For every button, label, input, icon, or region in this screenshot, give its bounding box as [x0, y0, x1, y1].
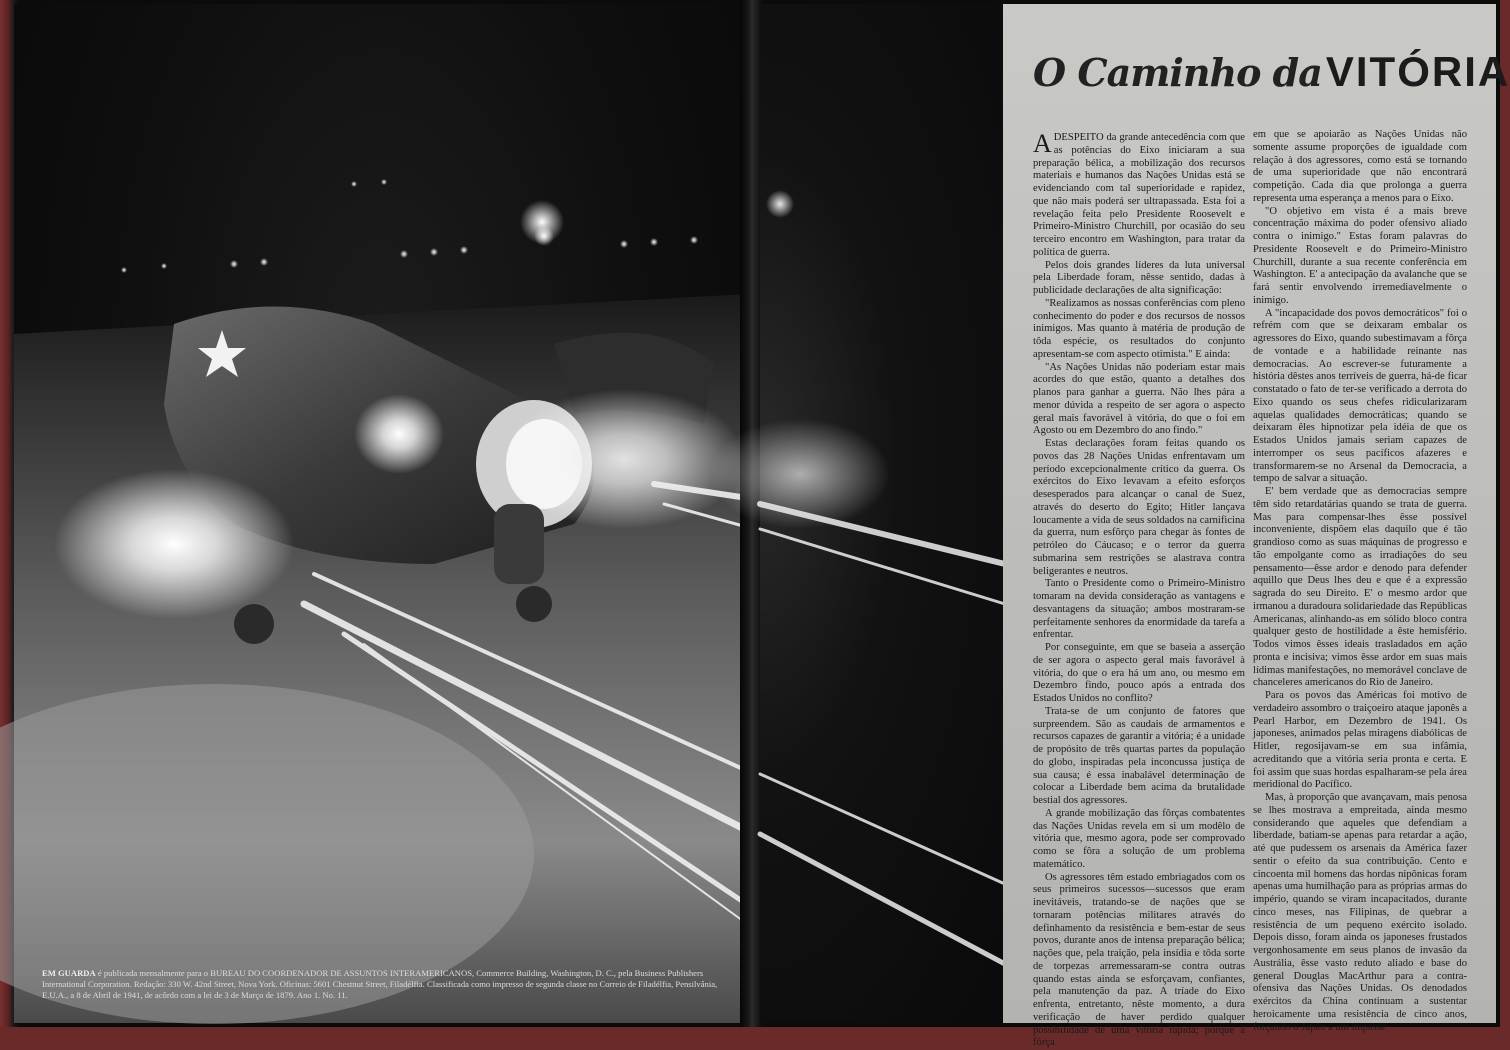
caption-lead: EM GUARDA [42, 968, 96, 978]
paragraph: E' bem verdade que as democracias sempre têm sido retardatárias quando se trata de guerra. Mas para compensar-lhes êsse possível inconveniente, dispõem elas daquilo que é tão grandioso como as suas máquinas de progresso e tão empolgante como as irradiações do seu pensamento—êsse ardor e denodo para defender aquillo que Deus lhes deu e que é a expressão sagrada do seu Direito. E' o mesmo ardor que irmanou a duradoura solidariedade das Repúblicas Americanas, alinhando-as em sólido bloco contra qualquer gesto de hostilidade a êste hemisfério. Todos vimos êsses ideais trasladados em ação pronta e incisiva; vimos êsse ardor em suas mais lídimas manifestações, no memorável conclave de chanceleres americanos do Rio de Janeiro. [1253, 486, 1467, 690]
drop-cap: A [1033, 134, 1052, 154]
paragraph: Para os povos das Américas foi motivo de verdadeiro assombro o traiçoeiro ataque japonês a Pearl Harbor, em Dezembro de 1941. Os japoneses, animados pelas miragens diabólicas de Hitler, regosijavam-se em sua infâmia, acreditando que a vitória seria pronta e certa. E foi assim que suas hordas espalharam-se pela área meridional do Pacífico. [1253, 690, 1467, 792]
paragraph: "As Nações Unidas não poderiam estar mais acordes do que estão, quanto a detalhes dos planos para ganhar a guerra. Não lhes pára a menor dúvida a respeito de ser agora o aspecto geral mais favorável à vitória, do que o foi em Agosto ou em Dezembro do ano findo." [1033, 362, 1245, 439]
paragraph: ADESPEITO da grande antecedência com que as potências do Eixo iniciaram a sua preparação bélica, a mobilização dos recursos materiais e humanos das Nações Unidas está se evidenciando com tal superioridade e rapidez, que não mais poderá ser ultrapassada. Esta foi a revelação feita pelo Presidente Roosevelt e Primeiro-Ministro Churchill, por ocasião do seu terceiro encontro em Washington, para tratar da política de guerra. [1033, 132, 1245, 260]
paragraph: Por conseguinte, em que se baseia a asserção de ser agora o aspecto geral mais favorável à vitória, do que o era há um ano, ou mesmo em Dezembro findo, pouco após a entrada dos Estados Unidos no conflito? [1033, 642, 1245, 706]
night-airplane-photo [14, 4, 749, 1023]
article-title [1033, 48, 1473, 108]
article-column-left [1033, 132, 1245, 1002]
paragraph: Os agressores têm estado embriagados com os seus primeiros sucessos—sucessos que eram inevitáveis, tratando-se de nações que se tornaram potências militares através do definhamento da resistência e bem-estar de seus povos, durante anos de intensa preparação bélica; nações que, pela traição, pela insídia e tôda sorte de torpezas arremessaram-se contra outras quando estas ainda se esforçavam, confiantes, pela manutenção da paz. A tríade do Eixo enfrenta, entretanto, nêste momento, a dura verificação de haver perdido qualquer possibilidade de uma vitória rápida; porque a fôrça [1033, 872, 1245, 1050]
paragraph: Tanto o Presidente como o Primeiro-Ministro tomaram na devida consideração as vantagens e desvantagens da situação; ambos mostraram-se perfeitamente senhores da enormidade da tarefa a enfrentar. [1033, 578, 1245, 642]
paragraph: Trata-se de um conjunto de fatores que surpreendem. São as caudais de armamentos e recursos capazes de garantir a vitória; é a unidade de propósito de três quartas partes da população do globo, inspiradas pela inconcussa justiça de sua causa; é essa inabalável determinação de colocar a Liberdade bem acima da brutalidade bestial dos agressores. [1033, 706, 1245, 808]
article-column-right [1253, 129, 1467, 979]
paragraph: Pelos dois grandes líderes da luta universal pela Liberdade foram, nêsse sentido, dadas à publicidade declarações de alta significação: [1033, 260, 1245, 298]
caption-body: é publicada mensalmente para o BUREAU DO COORDENADOR DE ASSUNTOS INTERAMERICANOS, Commerce Building, Washington, D. C., pela Business Publishers International Corporation. Redação: 330 W. 42nd Street, Nova York. Oficinas: 5601 Chestnut Street, Filadélfia. Classificada como impresso de segunda classe no Correio de Filadélfia, Pensilvânia, E.U.A., a 8 de Abril de 1941, de acôrdo com a lei de 3 de Março de 1879. Ano 1. No. 11. [42, 968, 717, 1000]
tracer-continuation [760, 4, 1005, 1023]
paragraph: A grande mobilização das fôrças combatentes das Nações Unidas revela em si um modêlo de vitória que, mesmo agora, pode ser comprovado como se fôra a solução de um problema matemático. [1033, 808, 1245, 872]
paragraph: Mas, à proporção que avançavam, mais penosa se lhes mostrava a empreitada, ainda mesmo considerando que aqueles que defendiam a liberdade, batiam-se apenas para retardar a ação, até que pudessem os arsenais da América fazer sentir o efeito da sua contribuição. Cento e cincoenta mil homens das hordas nipônicas foram apenas uma humilhação para as próprias armas do império, quando se viram incapacitados, durante cinco meses, nas Filipinas, de quebrar a resistência de um pequeno exército isolado. Depois disso, foram ainda os japoneses frustados vergonhosamente em seus planos de invasão da Austrália, êsse vasto reduto aliado e base do general Douglas MacArthur para a contra-ofensiva das Nações Unidas. Os denodados exércitos da China continuam a sustentar heroicamente uma resistência de cinco anos, forçando o Japão a um impasse [1253, 792, 1467, 1034]
paragraph: "Realizamos as nossas conferências com pleno conhecimento do poder e dos recursos de nossos inimigos. Mas quanto à matéria de produção de tôda espécie, os resultados do conjunto apresentam-se com aspecto otimista." E ainda: [1033, 298, 1245, 362]
title-script: O Caminho da [1033, 50, 1322, 95]
photo-page-right-strip [760, 4, 1005, 1023]
paragraph: Estas declarações foram feitas quando os povos das 28 Nações Unidas enfrentavam um período excepcionalmente crítico da guerra. Os exércitos do Eixo levavam a efeito esforços desesperados para alcançar o canal de Suez, através do deserto do Egito; Hitler lançava loucamente a vida de seus soldados na carnificina da guerra, num esfôrço para chegar às fontes de petróleo do Cáucaso; e o terror da guerra submarina sem restrições se alastrava contra beligerantes e neutros. [1033, 438, 1245, 578]
paragraph: em que se apoiarão as Nações Unidas não somente assume proporções de igualdade com relação à dos agressores, como está se tornando de uma superioridade que não encontrará competição. Cada dia que prolonga a guerra representa uma esperança a menos para o Eixo. [1253, 129, 1467, 206]
paragraph: A "incapacidade dos povos democráticos" foi o refrém com que se deixaram embalar os agressores do Eixo, quando subestimavam a fôrça de vontade e a habilidade reinante nas democracias. Ao escrever-se futuramente a história dêstes anos terríveis de guerra, há-de ficar constatado o fato de ter-se verificado a derrota do Eixo quando os seus chefes ridicularizaram aquelas qualidades democráticas; quando se deixaram êles hipnotizar pela idéia de que os Estados Unidos jamais seriam capazes de interromper os seus pacíficos afazeres e transformarem-se no Arsenal da Democracia, a tempo de salvar a situação. [1253, 308, 1467, 487]
title-bold: VITÓRIA [1326, 48, 1510, 95]
article-page [1003, 4, 1496, 1023]
photo-page-left [14, 4, 749, 1023]
paragraph: "O objetivo em vista é a mais breve concentração máxima do poder ofensivo aliado contra o inimigo." Estas foram palavras do Presidente Roosevelt e do Primeiro-Ministro Churchill, durante a sua recente conferência em Washington. E' a antecipação da avalanche que se fará sentir envolvendo irremediavelmente o inimigo. [1253, 206, 1467, 308]
publication-caption [42, 968, 742, 1001]
